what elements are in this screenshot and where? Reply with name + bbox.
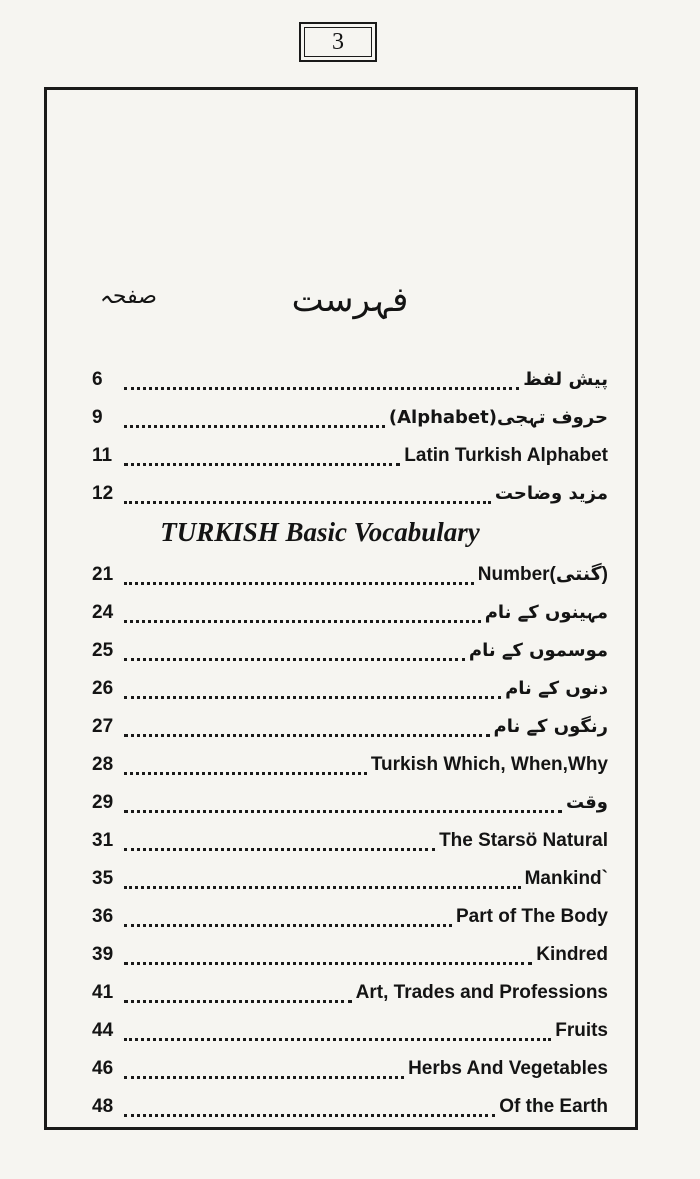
toc-leader-dots <box>124 652 465 661</box>
toc-leader-dots <box>124 1070 404 1079</box>
toc-entry <box>92 902 608 932</box>
toc-entry-page: 9 <box>92 407 103 428</box>
toc-entry <box>92 978 608 1008</box>
toc-entry <box>92 441 608 471</box>
toc-entry <box>92 864 608 894</box>
toc-entry-page: 11 <box>92 445 113 466</box>
toc-entry-title: پیش لفظ <box>523 369 608 390</box>
page-number-box <box>299 22 377 62</box>
toc-entry-title: Fruits <box>555 1020 608 1041</box>
toc-leader-dots <box>124 880 521 889</box>
toc-entry-title: Art, Trades and Professions <box>355 982 608 1003</box>
toc-entry-page: 12 <box>92 483 114 504</box>
toc-leader-dots <box>124 1108 495 1117</box>
toc-leader-dots <box>124 994 352 1003</box>
toc-leader-dots <box>124 956 532 965</box>
page-number: 3 <box>304 27 372 57</box>
toc-leader-dots <box>124 728 490 737</box>
toc-entry <box>92 479 608 509</box>
toc-entry <box>92 560 608 590</box>
toc-leader-dots <box>124 457 400 466</box>
toc-entry <box>92 826 608 856</box>
toc-leader-dots <box>124 381 519 390</box>
toc-leader-dots <box>124 419 385 428</box>
toc-entry <box>92 636 608 666</box>
toc-entry <box>92 750 608 780</box>
toc-entry-page: 6 <box>92 369 103 390</box>
toc-entry-page: 27 <box>92 716 114 737</box>
toc-entry-title: The Starsö Natural <box>439 830 608 851</box>
toc-entry <box>92 365 608 395</box>
toc-entry-title: Turkish Which, When,Why <box>370 754 608 775</box>
toc-entry-page: 26 <box>92 678 114 699</box>
toc-entry-title: Herbs And Vegetables <box>408 1058 608 1079</box>
toc-entry-page: 29 <box>92 792 114 813</box>
toc-entry-page: 48 <box>92 1096 114 1117</box>
toc-entry-page: 31 <box>92 830 114 851</box>
toc-entry-page: 46 <box>92 1058 114 1079</box>
toc-entry-title: Part of The Body <box>455 906 608 927</box>
toc-entry-title: مزید وضاحت <box>494 483 608 504</box>
toc-leader-dots <box>124 1032 551 1041</box>
page-column-label: صفحہ <box>100 284 157 309</box>
toc-entry-title: Mankind` <box>524 868 608 889</box>
toc-entry <box>92 712 608 742</box>
toc-leader-dots <box>124 690 501 699</box>
toc-heading: فہرست <box>291 280 409 320</box>
toc-entry-title: Of the Earth <box>499 1096 608 1117</box>
toc-leader-dots <box>124 804 562 813</box>
toc-entry-title: Number(گنتی) <box>477 564 608 585</box>
toc-entry <box>92 1054 608 1084</box>
toc-entry-title: Kindred <box>536 944 608 965</box>
toc-entry-title: مہینوں کے نام <box>484 602 608 623</box>
toc-leader-dots <box>124 614 481 623</box>
toc-entry-page: 44 <box>92 1020 114 1041</box>
toc-entry-page: 35 <box>92 868 114 889</box>
toc-entry-page: 36 <box>92 906 114 927</box>
toc-entry <box>92 940 608 970</box>
toc-entry <box>92 1092 608 1122</box>
toc-entry-title: موسموں کے نام <box>468 640 608 661</box>
toc-leader-dots <box>124 918 452 927</box>
toc-entry-title: دنوں کے نام <box>505 678 608 699</box>
toc-entry-page: 21 <box>92 564 114 585</box>
toc-entry <box>92 1016 608 1046</box>
toc-entry-title: وقت <box>565 792 608 813</box>
toc-leader-dots <box>124 842 435 851</box>
toc-entry <box>92 403 608 433</box>
toc-leader-dots <box>124 766 367 775</box>
toc-entry <box>92 674 608 704</box>
toc-entry <box>92 788 608 818</box>
toc-leader-dots <box>124 576 474 585</box>
toc-entry-page: 39 <box>92 944 114 965</box>
toc-entry-page: 41 <box>92 982 114 1003</box>
toc-entry <box>92 598 608 628</box>
toc-entry-title: Latin Turkish Alphabet <box>404 445 608 466</box>
toc-entry-page: 28 <box>92 754 114 775</box>
toc-entry-page: 24 <box>92 602 114 623</box>
toc-entry-title: حروف تہجی(Alphabet) <box>388 407 608 428</box>
toc-leader-dots <box>124 495 491 504</box>
toc-entry-page: 25 <box>92 640 114 661</box>
toc-entry-title: رنگوں کے نام <box>493 716 608 737</box>
section-heading: TURKISH Basic Vocabulary <box>160 517 480 547</box>
